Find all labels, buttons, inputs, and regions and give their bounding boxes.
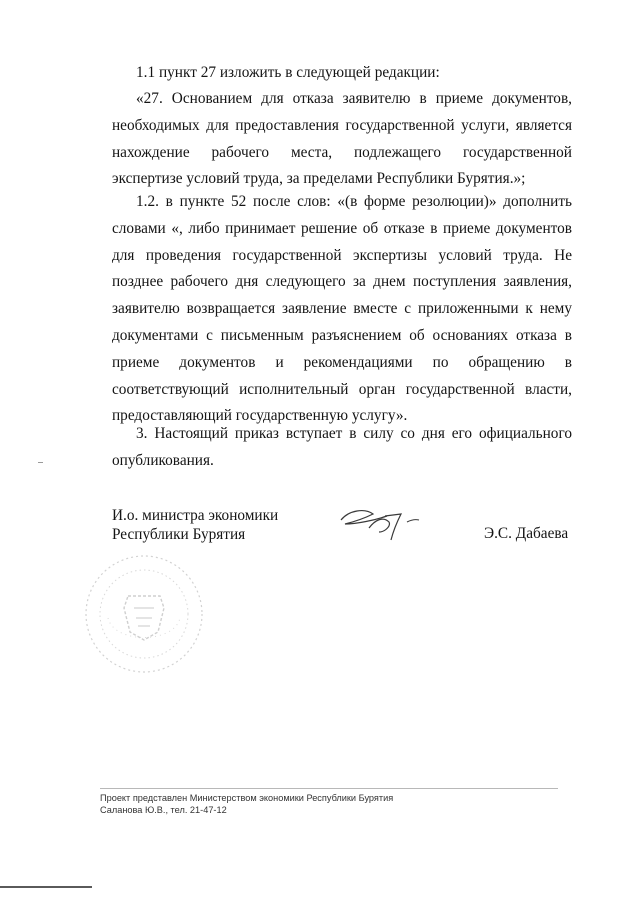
- footer-divider: [100, 788, 558, 789]
- signatory-title-line1: И.о. министра экономики: [112, 507, 279, 524]
- paragraph-3: 3. Настоящий приказ вступает в силу со дня его официального опубликования.: [112, 425, 572, 469]
- paragraph-1-2: 1.2. в пункте 52 после слов: «(в форме резолюции)» дополнить словами «, либо принимает решение об отказе в приеме документов для проведения государственной экспертизы условий труда. Не позднее рабочего дня следующего за днем поступления заявления, заявителю возвращается заявление вместе с приложенными к нему документами с письменным разъяснением об основаниях отказа в приеме документов и рекомендациями по обращению в соответствующий исполнительный орган государственной власти, предоставляющий государственную услугу».: [112, 193, 572, 425]
- faded-stamp: [78, 548, 210, 680]
- footer-contact: Саланова Ю.В., тел. 21-47-12: [100, 805, 227, 815]
- paragraph-1-1: 1.1 пункт 27 изложить в следующей редакции:: [136, 64, 440, 81]
- signatory-title: [112, 506, 278, 544]
- bottom-edge-mark: [0, 886, 92, 888]
- handwritten-signature: [335, 502, 425, 544]
- signatory-title-line2: Республики Бурятия: [112, 526, 246, 543]
- signatory-name: Э.С. Дабаева: [484, 525, 569, 542]
- footer-prepared-by: Проект представлен Министерством экономики Республики Бурятия: [100, 793, 394, 803]
- margin-mark: [38, 462, 43, 463]
- paragraph-27: «27. Основанием для отказа заявителю в приеме документов, необходимых для предоставления государственной услуги, является нахождение рабочего места, подлежащего государственной экспертизе условий труда, за пределами Республики Бурятия.»;: [112, 90, 572, 188]
